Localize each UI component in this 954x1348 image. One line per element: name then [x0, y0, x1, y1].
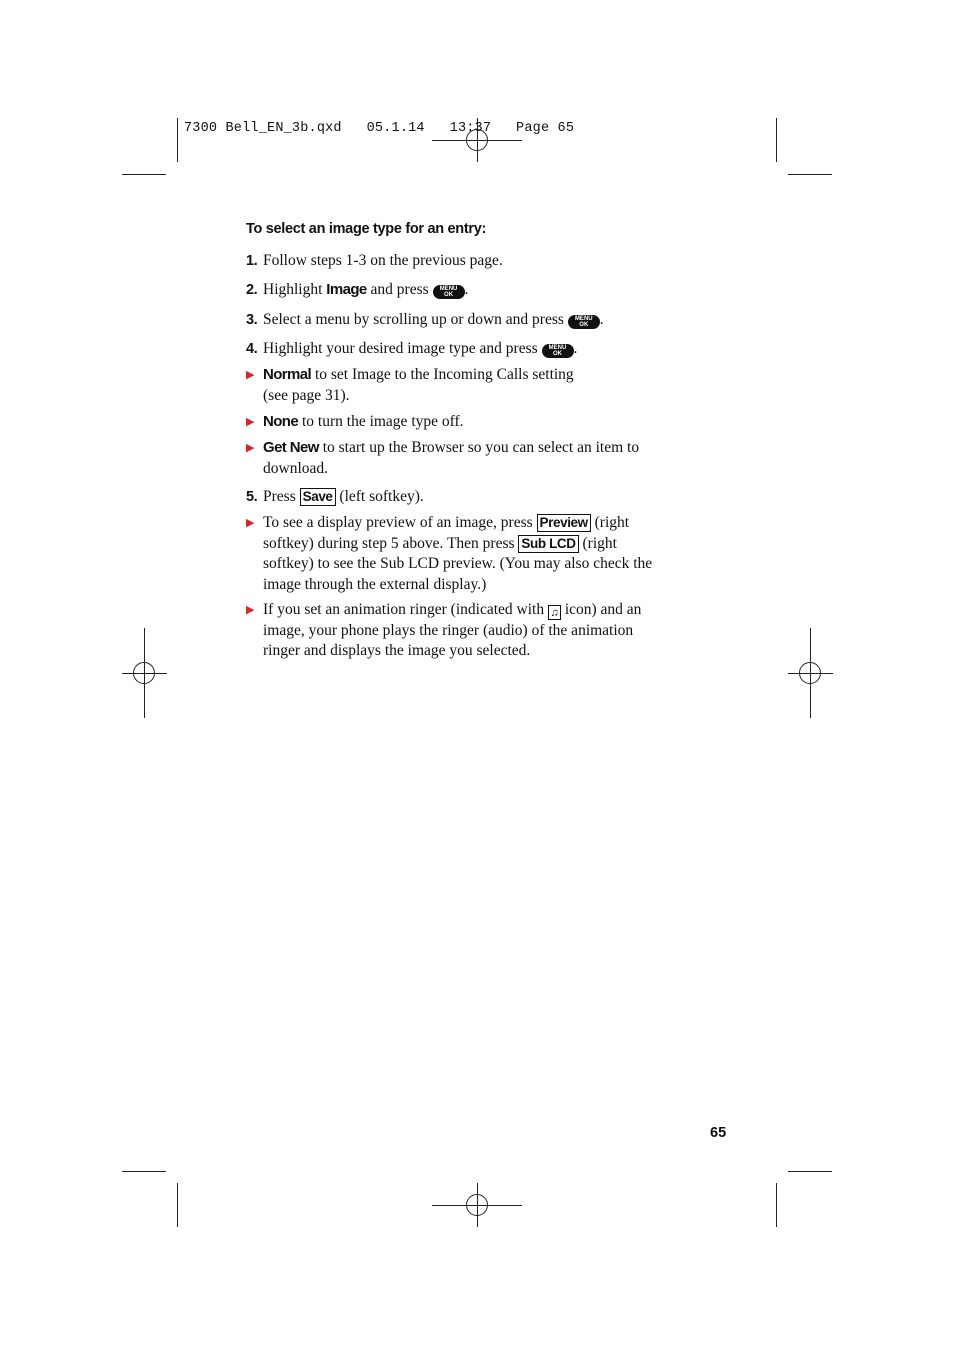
menu-ok-key-icon: MENU OK — [542, 344, 574, 358]
menu-ok-key-icon: MENU OK — [568, 315, 600, 329]
bullet-arrow-icon: ▶ — [246, 442, 255, 454]
crop-mark-br-v — [776, 1183, 777, 1227]
keyword-image: Image — [326, 281, 367, 298]
menu-ok-key-icon: MENU OK — [433, 285, 465, 299]
crop-mark-bl-h — [122, 1171, 166, 1172]
crop-mark-tr-h — [788, 174, 832, 175]
crop-mark-tr-v — [776, 118, 777, 162]
bullet-arrow-icon: ▶ — [246, 517, 255, 529]
preview-softkey-label: Preview — [537, 514, 591, 532]
crop-mark-tl-v — [177, 118, 178, 162]
step-number: 1. — [246, 253, 258, 269]
section-heading: To select an image type for an entry: — [246, 221, 487, 237]
crop-mark-tl-h — [122, 174, 166, 175]
step-number: 4. — [246, 341, 258, 357]
step-number: 2. — [246, 282, 258, 298]
sub-lcd-softkey-label: Sub LCD — [518, 535, 578, 553]
bullet-arrow-icon: ▶ — [246, 604, 255, 616]
step-number: 3. — [246, 312, 258, 328]
animation-ringer-icon: ♫ — [548, 605, 561, 620]
crop-mark-bl-v — [177, 1183, 178, 1227]
crop-mark-br-h — [788, 1171, 832, 1172]
file-slug: 7300 Bell_EN_3b.qxd 05.1.14 13:37 Page 65 — [184, 121, 575, 136]
bullet-arrow-icon: ▶ — [246, 369, 255, 381]
step-text: Follow steps 1-3 on the previous page. — [263, 252, 503, 269]
save-softkey-label: Save — [300, 488, 336, 506]
page-number: 65 — [710, 1125, 727, 1141]
step-number: 5. — [246, 489, 258, 505]
bullet-arrow-icon: ▶ — [246, 416, 255, 428]
